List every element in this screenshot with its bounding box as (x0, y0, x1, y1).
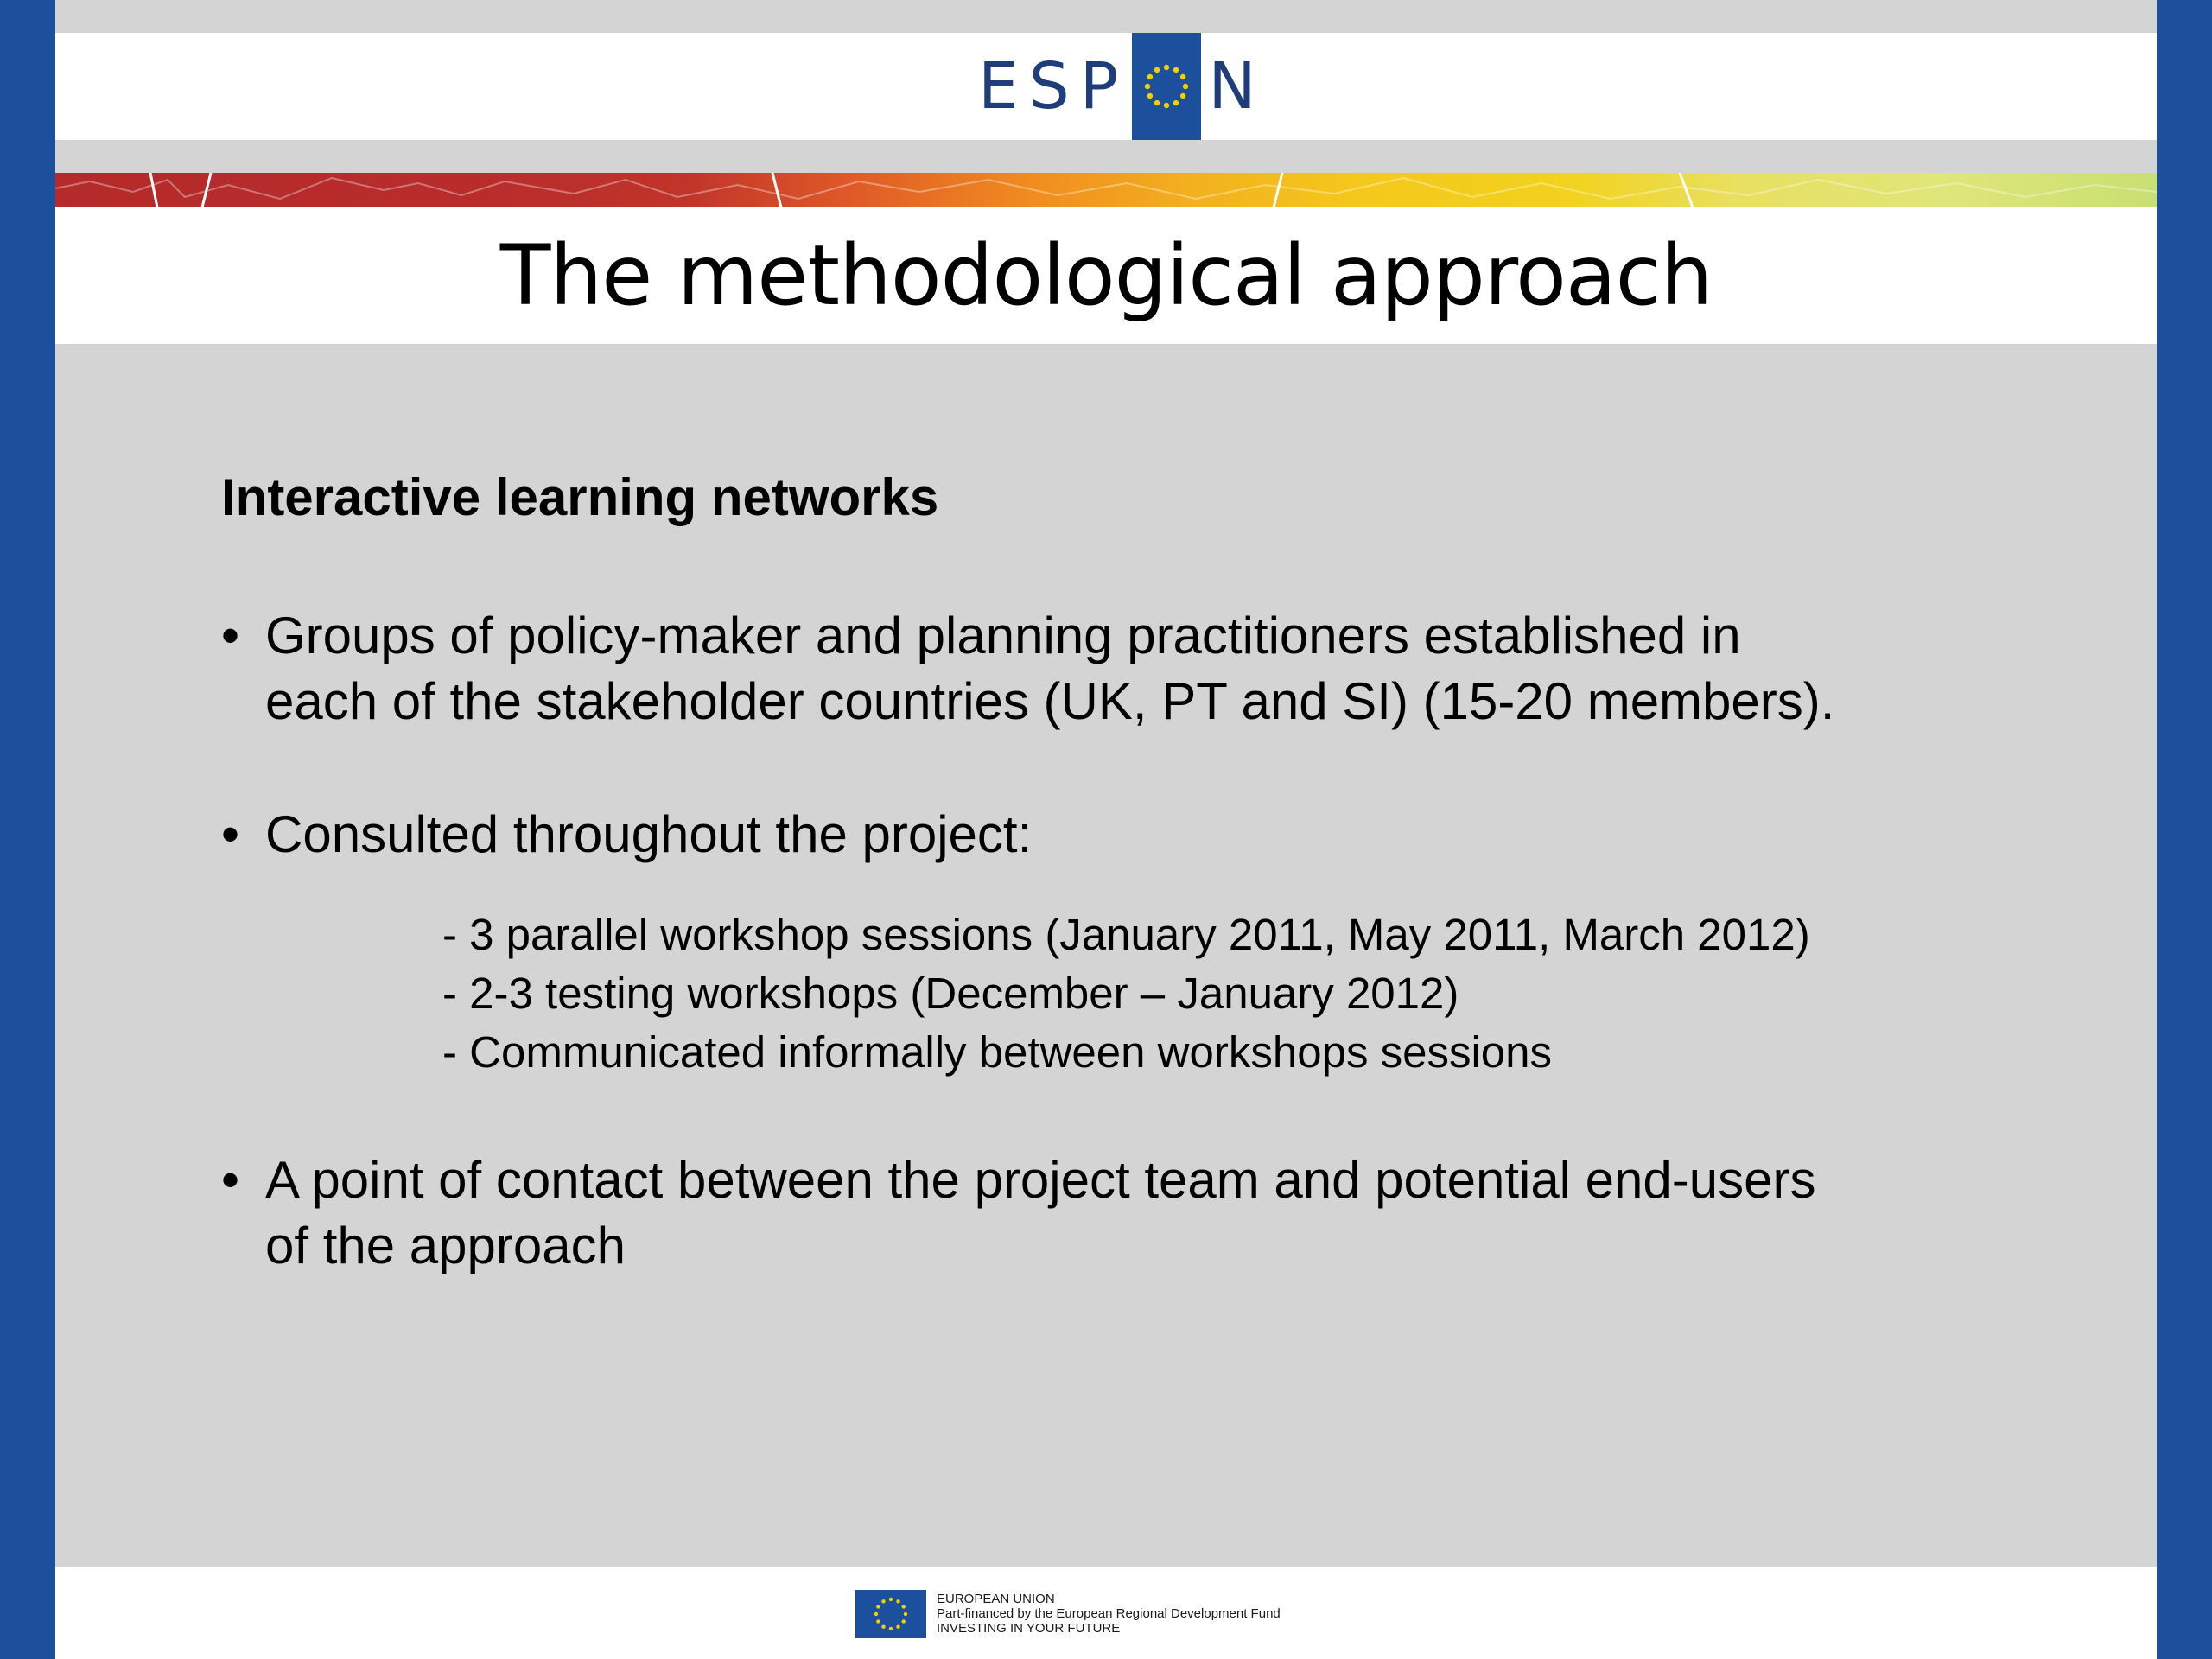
eu-funding-line: EUROPEAN UNION (937, 1592, 1055, 1606)
eu-star-icon (896, 1625, 899, 1629)
eu-star-icon (889, 1627, 893, 1630)
eu-star-icon (1145, 84, 1150, 89)
eu-star-icon (1154, 100, 1160, 105)
eu-star-icon (904, 1612, 907, 1616)
map-borders (55, 173, 2157, 207)
eu-star-icon (889, 1598, 893, 1601)
bullet-line: A point of contact between the project team and potential end-users (265, 1151, 1816, 1209)
eu-stars-icon (1139, 59, 1194, 114)
bullet-line: Consulted throughout the project: (265, 805, 1033, 863)
eu-star-icon (1173, 100, 1179, 105)
eu-star-icon (881, 1625, 885, 1629)
below-logo-strip (55, 140, 2157, 173)
eu-star-icon (896, 1599, 899, 1603)
eu-star-icon (902, 1619, 906, 1623)
title-band (55, 207, 2157, 344)
eu-star-icon (1173, 67, 1179, 73)
eu-funding-line: INVESTING IN YOUR FUTURE (937, 1621, 1121, 1636)
sub-list-item: - 3 parallel workshop sessions (January 2011, May 2011, March 2012) (442, 910, 1810, 959)
bullet-item (221, 802, 2036, 868)
bullet-line: of the approach (265, 1217, 626, 1274)
eu-star-icon (1147, 93, 1153, 99)
bullet-dot: • (221, 607, 240, 664)
espon-logo-letter-n: N (1208, 49, 1256, 124)
eu-star-icon (1164, 103, 1169, 108)
eu-star-icon (1154, 67, 1160, 73)
right-side-bar (2157, 0, 2212, 1659)
eu-star-icon (1147, 74, 1153, 79)
bullet-item (221, 603, 2036, 734)
eu-star-icon (1180, 93, 1185, 99)
eu-star-icon (1183, 84, 1188, 89)
europe-map-strip (55, 173, 2157, 207)
bullet-dot: • (221, 1151, 240, 1209)
bullet-item (221, 1147, 2036, 1279)
bullet-dot: • (221, 805, 240, 863)
bullet-line: each of the stakeholder countries (UK, PT and SI) (15-20 members). (265, 672, 1835, 730)
eu-star-icon (876, 1605, 880, 1608)
left-side-bar (0, 0, 55, 1659)
eu-funding-text (937, 1592, 1281, 1636)
eu-star-icon (876, 1619, 880, 1623)
top-strip (55, 0, 2157, 33)
sub-list (221, 906, 2036, 1082)
eu-funding-line: Part-financed by the European Regional Development Fund (937, 1606, 1281, 1621)
espon-logo-letters: ESP (978, 49, 1129, 124)
bullet-line: Groups of policy-maker and planning practitioners established in (265, 607, 1741, 664)
eu-star-icon (1164, 65, 1169, 70)
eu-stars-icon (855, 1590, 926, 1638)
subheading: Interactive learning networks (221, 468, 939, 526)
espon-logo (978, 33, 1256, 140)
eu-star-icon (881, 1599, 885, 1603)
eu-flag-icon (855, 1590, 926, 1638)
sub-list-item: - Communicated informally between workshops sessions (442, 1027, 1553, 1077)
eu-star-icon (874, 1612, 878, 1616)
slide-content (221, 467, 2036, 1279)
eu-star-icon (902, 1605, 906, 1608)
eu-stars-box (1132, 33, 1201, 140)
slide-title: The methodological approach (499, 227, 1713, 324)
sub-list-item: - 2-3 testing workshops (December – January 2012) (442, 969, 1459, 1018)
eu-star-icon (1180, 74, 1185, 79)
